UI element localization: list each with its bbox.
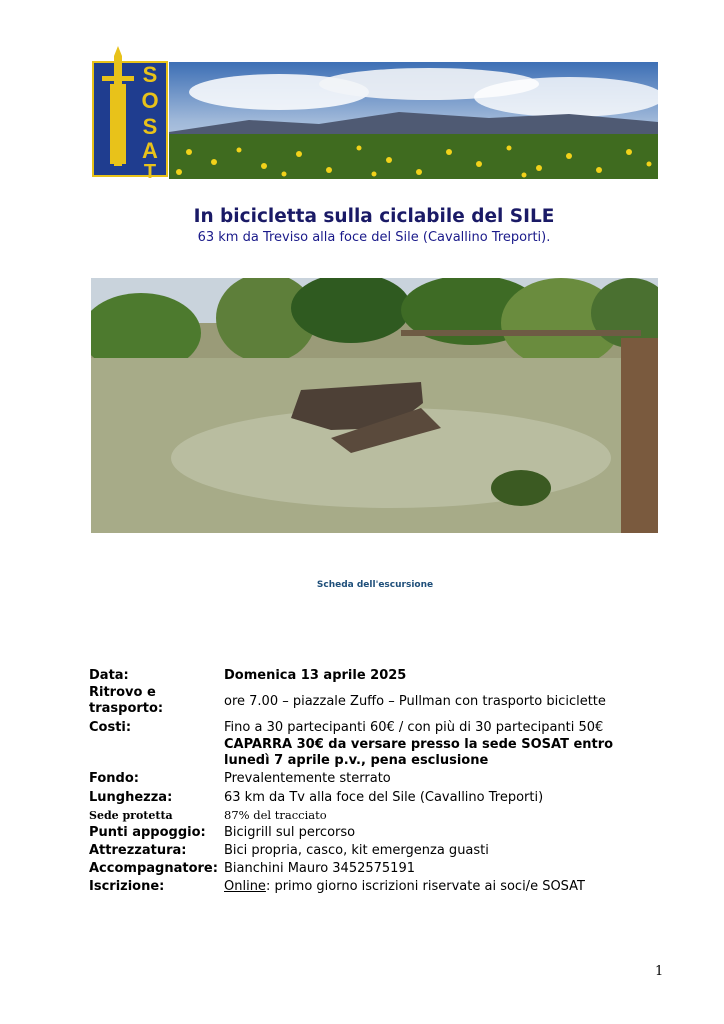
iscrizione-text: : primo giorno iscrizioni riservate ai soci/e SOSAT bbox=[265, 879, 585, 894]
svg-text:S: S bbox=[142, 114, 158, 139]
label-costi: Costi: bbox=[89, 720, 132, 735]
svg-text:S: S bbox=[142, 62, 158, 87]
value-attrezzatura: Bici propria, casco, kit emergenza guasti bbox=[224, 843, 489, 858]
value-sede: 87% del tracciato bbox=[224, 808, 327, 822]
value-costi-3: lunedì 7 aprile p.v., pena esclusione bbox=[224, 753, 489, 768]
page-subtitle: 63 km da Treviso alla foce del Sile (Cavallino Treporti). bbox=[197, 230, 551, 245]
value-accompagnatore: Bianchini Mauro 3452575191 bbox=[224, 861, 415, 876]
label-sede: Sede protetta bbox=[89, 809, 173, 822]
label-iscrizione: Iscrizione: bbox=[89, 879, 165, 894]
label-attrezzatura: Attrezzatura: bbox=[89, 843, 187, 858]
svg-text:O: O bbox=[141, 88, 159, 113]
value-ritrovo: ore 7.00 – piazzale Zuffo – Pullman con trasporto biciclette bbox=[224, 694, 606, 709]
river-wreck-photo bbox=[91, 278, 658, 533]
sosat-logo bbox=[92, 46, 168, 178]
value-fondo: Prevalentemente sterrato bbox=[224, 771, 391, 786]
label-punti: Punti appoggio: bbox=[89, 825, 206, 840]
value-costi-2: CAPARRA 30€ da versare presso la sede SOSAT entro bbox=[224, 737, 614, 752]
label-accompagnatore: Accompagnatore: bbox=[89, 861, 218, 876]
label-ritrovo-1: Ritrovo e bbox=[89, 685, 156, 700]
scheda-label: Scheda dell'escursione bbox=[316, 580, 434, 590]
banner-landscape-image bbox=[169, 62, 658, 179]
label-lunghezza: Lunghezza: bbox=[89, 790, 173, 805]
value-iscrizione bbox=[224, 879, 644, 895]
value-costi-1: Fino a 30 partecipanti 60€ / con più di 30 partecipanti 50€ bbox=[224, 720, 604, 735]
label-fondo: Fondo: bbox=[89, 771, 139, 786]
svg-text:A: A bbox=[142, 138, 158, 163]
value-punti: Bicigrill sul percorso bbox=[224, 825, 356, 840]
online-link[interactable]: Online bbox=[224, 879, 266, 894]
label-data: Data: bbox=[89, 668, 129, 683]
value-lunghezza: 63 km da Tv alla foce del Sile (Cavallino Treporti) bbox=[224, 790, 544, 805]
label-ritrovo-2: trasporto: bbox=[89, 701, 164, 716]
page-title: In bicicletta sulla ciclabile del SILE bbox=[193, 206, 555, 227]
value-data: Domenica 13 aprile 2025 bbox=[224, 668, 407, 683]
svg-text:T: T bbox=[143, 161, 157, 178]
page-number: 1 bbox=[655, 964, 664, 979]
